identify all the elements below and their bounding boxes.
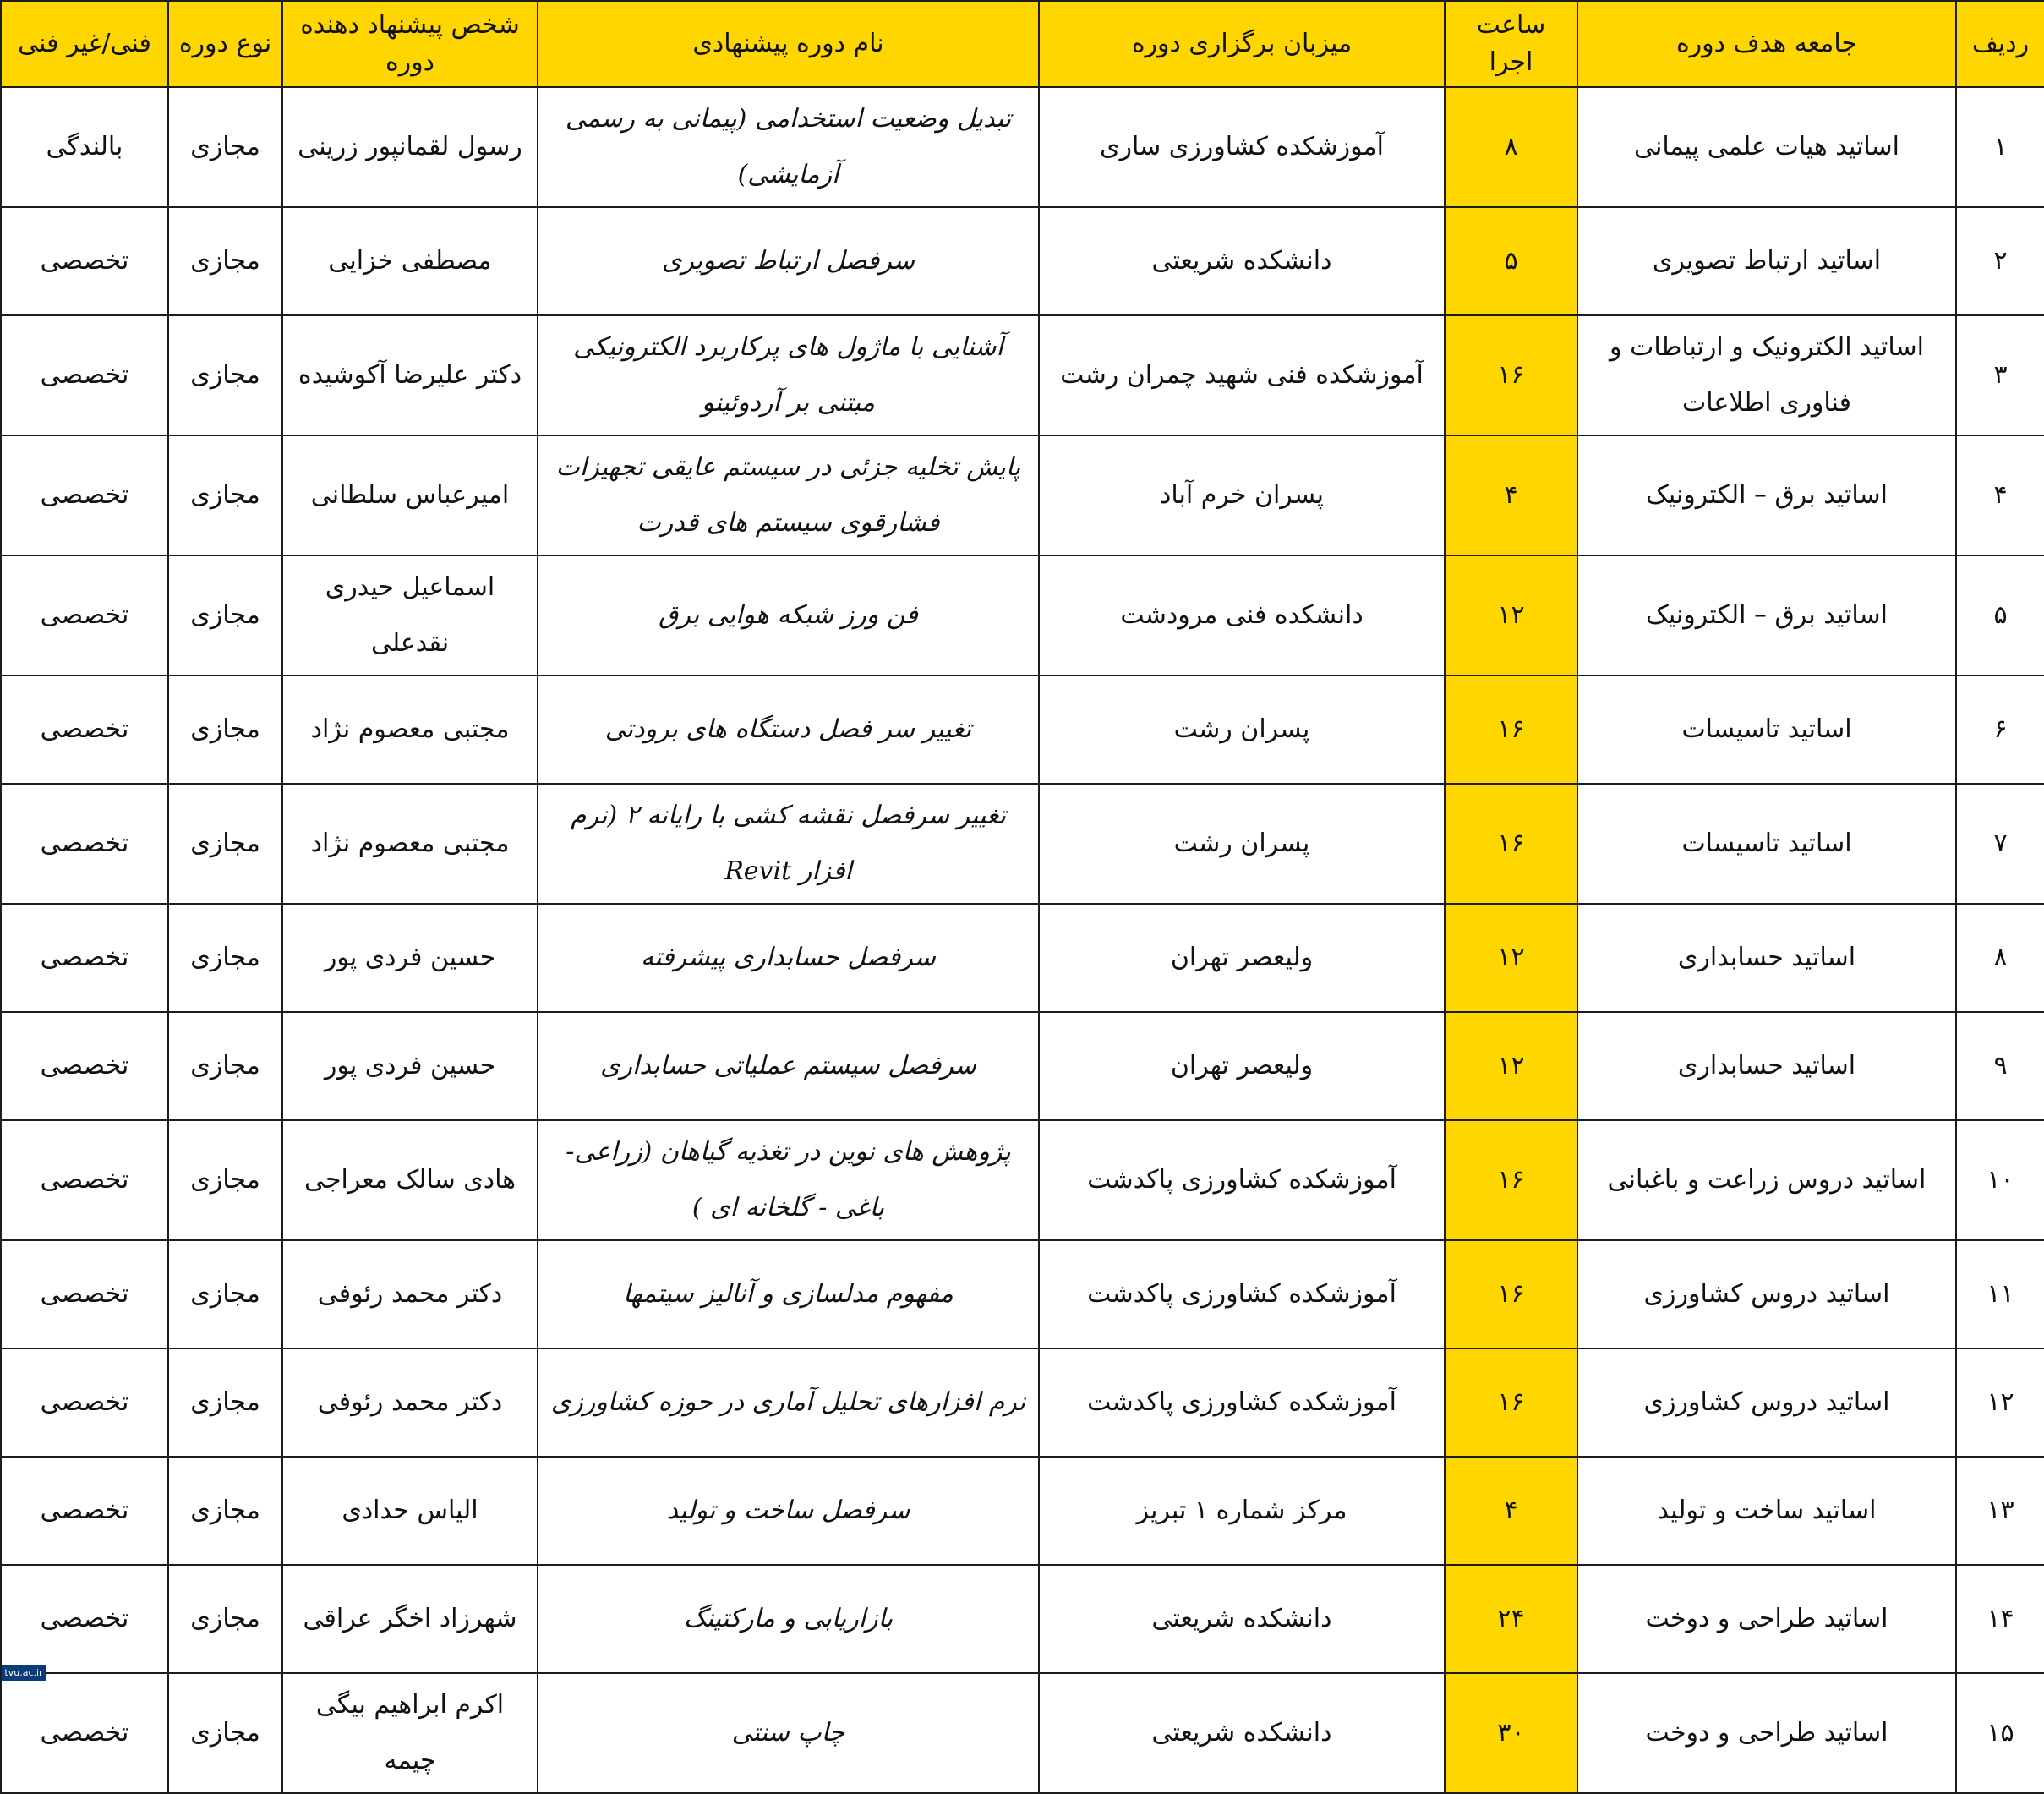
cell-row-number: ۱۳	[1956, 1457, 2044, 1565]
cell-host: آموزشکده کشاورزی پاکدشت	[1039, 1240, 1445, 1348]
table-row	[1, 1457, 2044, 1565]
cell-category: تخصصی	[1, 315, 168, 435]
cell-category: تخصصی	[1, 1457, 168, 1565]
cell-row-number: ۱	[1956, 87, 2044, 207]
cell-category: تخصصی	[1, 555, 168, 675]
cell-host: آموزشکده کشاورزی پاکدشت	[1039, 1120, 1445, 1240]
cell-target-audience: اساتید برق – الکترونیک	[1577, 555, 1956, 675]
cell-course-name: سرفصل حسابداری پیشرفته	[538, 904, 1039, 1012]
table-row	[1, 784, 2044, 904]
cell-category: تخصصی	[1, 784, 168, 904]
cell-category: تخصصی	[1, 904, 168, 1012]
cell-hours: ۱۶	[1445, 1240, 1577, 1348]
cell-course-name: مفهوم مدلسازی و آنالیز سیتمها	[538, 1240, 1039, 1348]
cell-target-audience: اساتید دروس کشاورزی	[1577, 1348, 1956, 1457]
table-row	[1, 207, 2044, 315]
cell-host: آموزشکده کشاورزی ساری	[1039, 87, 1445, 207]
cell-row-number: ۱۴	[1956, 1565, 2044, 1673]
table-row	[1, 904, 2044, 1012]
site-logo: tvu.ac.ir	[2, 1665, 46, 1681]
cell-category: تخصصی	[1, 1565, 168, 1673]
cell-target-audience: اساتید حسابداری	[1577, 904, 1956, 1012]
cell-row-number: ۱۰	[1956, 1120, 2044, 1240]
cell-host: دانشکده شریعتی	[1039, 1565, 1445, 1673]
cell-row-number: ۵	[1956, 555, 2044, 675]
cell-course-name: پژوهش های نوین در تغذیه گیاهان (زراعی- باغی - گلخانه ای )	[538, 1120, 1039, 1240]
table-row	[1, 1565, 2044, 1673]
cell-hours: ۸	[1445, 87, 1577, 207]
cell-row-number: ۸	[1956, 904, 2044, 1012]
header-course-name: نام دوره پیشنهادی	[538, 1, 1039, 87]
cell-proposer: مصطفی خزایی	[282, 207, 538, 315]
cell-target-audience: اساتید ساخت و تولید	[1577, 1457, 1956, 1565]
cell-course-type: مجازی	[168, 1120, 282, 1240]
cell-course-name: سرفصل ارتباط تصویری	[538, 207, 1039, 315]
header-proposer: شخص پیشنهاد دهنده دوره	[282, 1, 538, 87]
cell-course-type: مجازی	[168, 1457, 282, 1565]
table-row	[1, 435, 2044, 555]
header-row	[1, 1, 2044, 87]
cell-target-audience: اساتید ارتباط تصویری	[1577, 207, 1956, 315]
cell-course-name: پایش تخلیه جزئی در سیستم عایقی تجهیزات فشارقوی سیستم های قدرت	[538, 435, 1039, 555]
cell-target-audience: اساتید دروس کشاورزی	[1577, 1240, 1956, 1348]
cell-course-type: مجازی	[168, 1240, 282, 1348]
cell-proposer: دکتر علیرضا آکوشیده	[282, 315, 538, 435]
header-row-number: ردیف	[1956, 1, 2044, 87]
cell-proposer: دکتر محمد رئوفی	[282, 1348, 538, 1457]
cell-target-audience: اساتید هیات علمی پیمانی	[1577, 87, 1956, 207]
cell-proposer: امیرعباس سلطانی	[282, 435, 538, 555]
cell-row-number: ۹	[1956, 1012, 2044, 1120]
table-row	[1, 1673, 2044, 1793]
table-row	[1, 1120, 2044, 1240]
cell-row-number: ۳	[1956, 315, 2044, 435]
cell-host: دانشکده شریعتی	[1039, 1673, 1445, 1793]
cell-category: تخصصی	[1, 435, 168, 555]
cell-hours: ۱۲	[1445, 1012, 1577, 1120]
cell-hours: ۲۴	[1445, 1565, 1577, 1673]
cell-host: دانشکده فنی مرودشت	[1039, 555, 1445, 675]
cell-proposer: شهرزاد اخگر عراقی	[282, 1565, 538, 1673]
cell-proposer: اسماعیل حیدری نقدعلی	[282, 555, 538, 675]
cell-course-type: مجازی	[168, 1348, 282, 1457]
cell-category: تخصصی	[1, 675, 168, 784]
cell-proposer: حسین فردی پور	[282, 904, 538, 1012]
cell-hours: ۱۲	[1445, 555, 1577, 675]
header-target-audience: جامعه هدف دوره	[1577, 1, 1956, 87]
cell-host: مرکز شماره ۱ تبریز	[1039, 1457, 1445, 1565]
cell-course-type: مجازی	[168, 87, 282, 207]
cell-target-audience: اساتید تاسیسات	[1577, 784, 1956, 904]
cell-course-name: تبدیل وضعیت استخدامی (پیمانی به رسمی آزمایشی)	[538, 87, 1039, 207]
cell-host: آموزشکده کشاورزی پاکدشت	[1039, 1348, 1445, 1457]
cell-host: پسران رشت	[1039, 784, 1445, 904]
cell-row-number: ۲	[1956, 207, 2044, 315]
cell-course-name: آشنایی با ماژول های پرکاربرد الکترونیکی مبتنی بر آردوئینو	[538, 315, 1039, 435]
cell-target-audience: اساتید حسابداری	[1577, 1012, 1956, 1120]
cell-proposer: اکرم ابراهیم بیگی چیمه	[282, 1673, 538, 1793]
cell-proposer: دکتر محمد رئوفی	[282, 1240, 538, 1348]
cell-category: تخصصی	[1, 1673, 168, 1793]
cell-category: تخصصی	[1, 1120, 168, 1240]
table-row	[1, 555, 2044, 675]
table-row	[1, 675, 2044, 784]
cell-row-number: ۶	[1956, 675, 2044, 784]
header-hours: ساعت اجرا	[1445, 1, 1577, 87]
cell-course-name: نرم افزارهای تحلیل آماری در حوزه کشاورزی	[538, 1348, 1039, 1457]
cell-course-type: مجازی	[168, 207, 282, 315]
cell-host: آموزشکده فنی شهید چمران رشت	[1039, 315, 1445, 435]
cell-row-number: ۷	[1956, 784, 2044, 904]
cell-course-type: مجازی	[168, 1673, 282, 1793]
table-row	[1, 1348, 2044, 1457]
cell-course-type: مجازی	[168, 675, 282, 784]
cell-proposer: رسول لقمانپور زرینی	[282, 87, 538, 207]
cell-course-type: مجازی	[168, 904, 282, 1012]
cell-course-type: مجازی	[168, 1012, 282, 1120]
cell-row-number: ۱۱	[1956, 1240, 2044, 1348]
cell-hours: ۳۰	[1445, 1673, 1577, 1793]
cell-hours: ۵	[1445, 207, 1577, 315]
cell-course-name: سرفصل ساخت و تولید	[538, 1457, 1039, 1565]
table-row	[1, 1240, 2044, 1348]
cell-hours: ۱۶	[1445, 675, 1577, 784]
cell-course-type: مجازی	[168, 435, 282, 555]
cell-host: دانشکده شریعتی	[1039, 207, 1445, 315]
cell-course-name: چاپ سنتی	[538, 1673, 1039, 1793]
cell-proposer: مجتبی معصوم نژاد	[282, 784, 538, 904]
cell-host: ولیعصر تهران	[1039, 904, 1445, 1012]
header-host: میزبان برگزاری دوره	[1039, 1, 1445, 87]
cell-course-name: تغییر سرفصل نقشه کشی با رایانه ۲ (نرم افزار Revit	[538, 784, 1039, 904]
cell-course-name: فن ورز شبکه هوایی برق	[538, 555, 1039, 675]
table-row	[1, 1012, 2044, 1120]
cell-hours: ۱۲	[1445, 904, 1577, 1012]
cell-category: تخصصی	[1, 207, 168, 315]
cell-hours: ۱۶	[1445, 1348, 1577, 1457]
cell-target-audience: اساتید الکترونیک و ارتباطات و فناوری اطلاعات	[1577, 315, 1956, 435]
cell-course-name: سرفصل سیستم عملیاتی حسابداری	[538, 1012, 1039, 1120]
table-row	[1, 87, 2044, 207]
cell-target-audience: اساتید دروس زراعت و باغبانی	[1577, 1120, 1956, 1240]
cell-course-name: تغییر سر فصل دستگاه های برودتی	[538, 675, 1039, 784]
cell-category: تخصصی	[1, 1240, 168, 1348]
cell-course-type: مجازی	[168, 1565, 282, 1673]
cell-row-number: ۴	[1956, 435, 2044, 555]
cell-proposer: هادی سالک معراجی	[282, 1120, 538, 1240]
cell-proposer: مجتبی معصوم نژاد	[282, 675, 538, 784]
cell-hours: ۴	[1445, 435, 1577, 555]
cell-target-audience: اساتید برق – الکترونیک	[1577, 435, 1956, 555]
cell-hours: ۴	[1445, 1457, 1577, 1565]
header-category: فنی/غیر فنی	[1, 1, 168, 87]
cell-hours: ۱۶	[1445, 315, 1577, 435]
header-course-type: نوع دوره	[168, 1, 282, 87]
cell-category: تخصصی	[1, 1012, 168, 1120]
cell-course-name: بازاریابی و مارکتینگ	[538, 1565, 1039, 1673]
cell-course-type: مجازی	[168, 315, 282, 435]
cell-category: بالندگی	[1, 87, 168, 207]
table-row	[1, 315, 2044, 435]
cell-proposer: الیاس حدادی	[282, 1457, 538, 1565]
table-body	[1, 87, 2044, 1793]
cell-course-type: مجازی	[168, 784, 282, 904]
cell-host: پسران خرم آباد	[1039, 435, 1445, 555]
cell-target-audience: اساتید طراحی و دوخت	[1577, 1673, 1956, 1793]
cell-target-audience: اساتید تاسیسات	[1577, 675, 1956, 784]
cell-row-number: ۱۵	[1956, 1673, 2044, 1793]
cell-row-number: ۱۲	[1956, 1348, 2044, 1457]
cell-host: پسران رشت	[1039, 675, 1445, 784]
cell-host: ولیعصر تهران	[1039, 1012, 1445, 1120]
cell-category: تخصصی	[1, 1348, 168, 1457]
cell-course-type: مجازی	[168, 555, 282, 675]
cell-hours: ۱۶	[1445, 1120, 1577, 1240]
cell-target-audience: اساتید طراحی و دوخت	[1577, 1565, 1956, 1673]
cell-proposer: حسین فردی پور	[282, 1012, 538, 1120]
cell-hours: ۱۶	[1445, 784, 1577, 904]
